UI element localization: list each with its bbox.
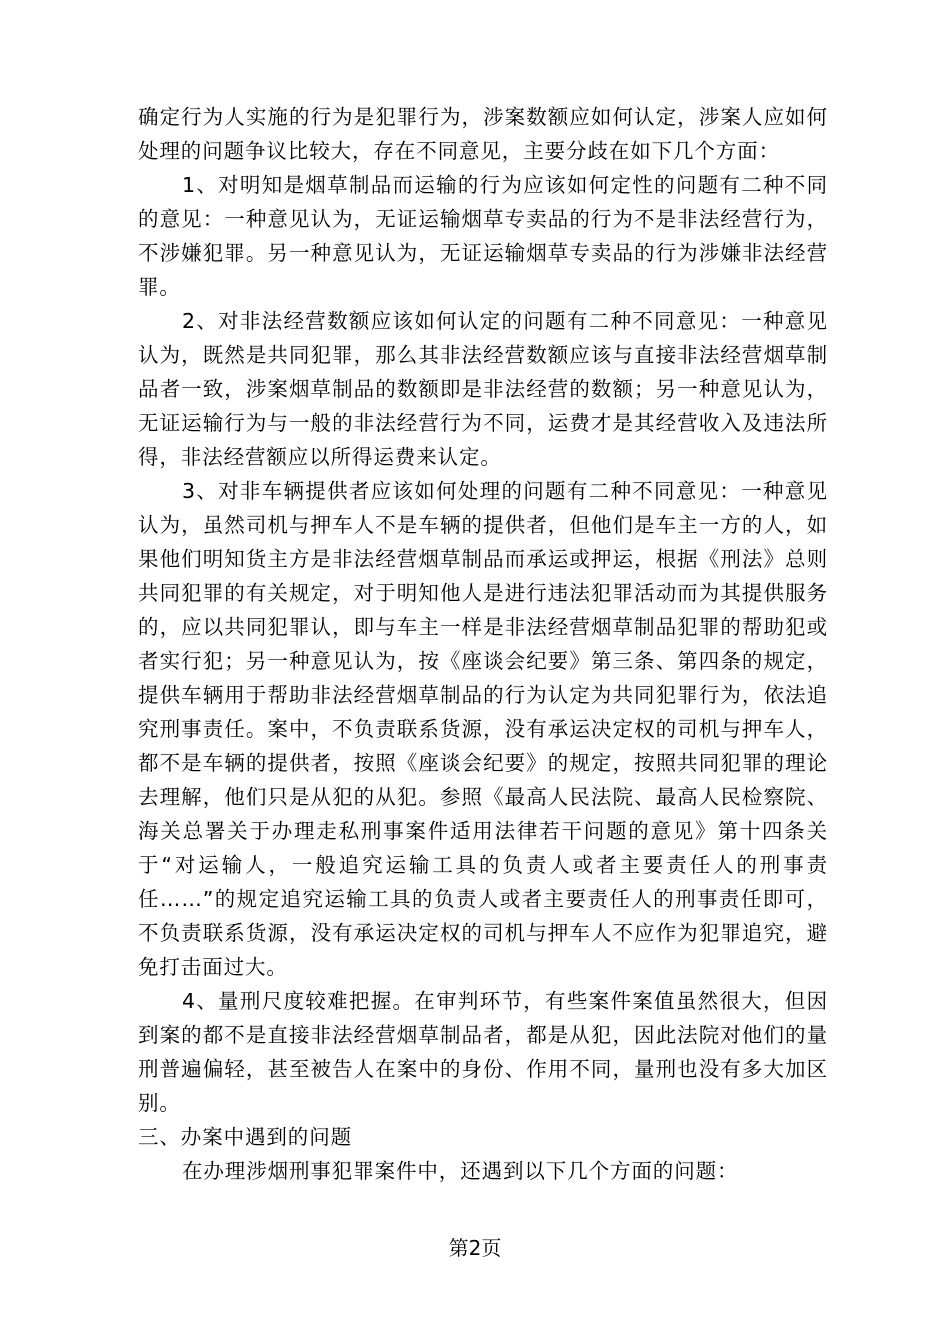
page-number: 第2页 bbox=[448, 1236, 502, 1260]
paragraph-opinion-4: 4、量刑尺度较难把握。在审判环节，有些案件案值虽然很大，但因到案的都不是直接非法经营烟草制品者，都是从犯，因此法院对他们的量刑普遍偏轻，甚至被告人在案中的身份、作用不同，量刑也没有多大加区别。 bbox=[138, 989, 828, 1115]
document-body bbox=[138, 100, 828, 1188]
paragraph-opinion-2: 2、对非法经营数额应该如何认定的问题有二种不同意见：一种意见认为，既然是共同犯罪，那么其非法经营数额应该与直接非法经营烟草制品者一致，涉案烟草制品的数额即是非法经营的数额；另一种意见认为，无证运输行为与一般的非法经营行为不同，运费才是其经营收入及违法所得，非法经营额应以所得运费来认定。 bbox=[138, 309, 828, 469]
section-heading: 三、办案中遇到的问题 bbox=[138, 1125, 352, 1149]
paragraph-continuation: 确定行为人实施的行为是犯罪行为，涉案数额应如何认定，涉案人应如何处理的问题争议比较大，存在不同意见，主要分歧在如下几个方面： bbox=[138, 105, 828, 163]
paragraph-opinion-3: 3、对非车辆提供者应该如何处理的问题有二种不同意见：一种意见认为，虽然司机与押车人不是车辆的提供者，但他们是车主一方的人，如果他们明知货主方是非法经营烟草制品而承运或押运，根据《刑法》总则共同犯罪的有关规定，对于明知他人是进行违法犯罪活动而为其提供服务的，应以共同犯罪认，即与车主一样是非法经营烟草制品犯罪的帮助犯或者实行犯；另一种意见认为，按《座谈会纪要》第三条、第四条的规定，提供车辆用于帮助非法经营烟草制品的行为认定为共同犯罪行为，依法追究刑事责任。案中，不负责联系货源，没有承运决定权的司机与押车人，都不是车辆的提供者，按照《座谈会纪要》的规定，按照共同犯罪的理论去理解，他们只是从犯的从犯。参照《最高人民法院、最高人民检察院、海关总署关于办理走私刑事案件适用法律若干问题的意见》第十四条关于“对运输人，一般追究运输工具的负责人或者主要责任人的刑事责任……”的规定追究运输工具的负责人或者主要责任人的刑事责任即可，不负责联系货源，没有承运决定权的司机与押车人不应作为犯罪追究，避免打击面过大。 bbox=[138, 479, 828, 979]
paragraph-opinion-1: 1、对明知是烟草制品而运输的行为应该如何定性的问题有二种不同的意见：一种意见认为，无证运输烟草专卖品的行为不是非法经营行为，不涉嫌犯罪。另一种意见认为，无证运输烟草专卖品的行为涉嫌非法经营罪。 bbox=[138, 173, 828, 299]
section-intro: 在办理涉烟刑事犯罪案件中，还遇到以下几个方面的问题： bbox=[182, 1159, 739, 1183]
